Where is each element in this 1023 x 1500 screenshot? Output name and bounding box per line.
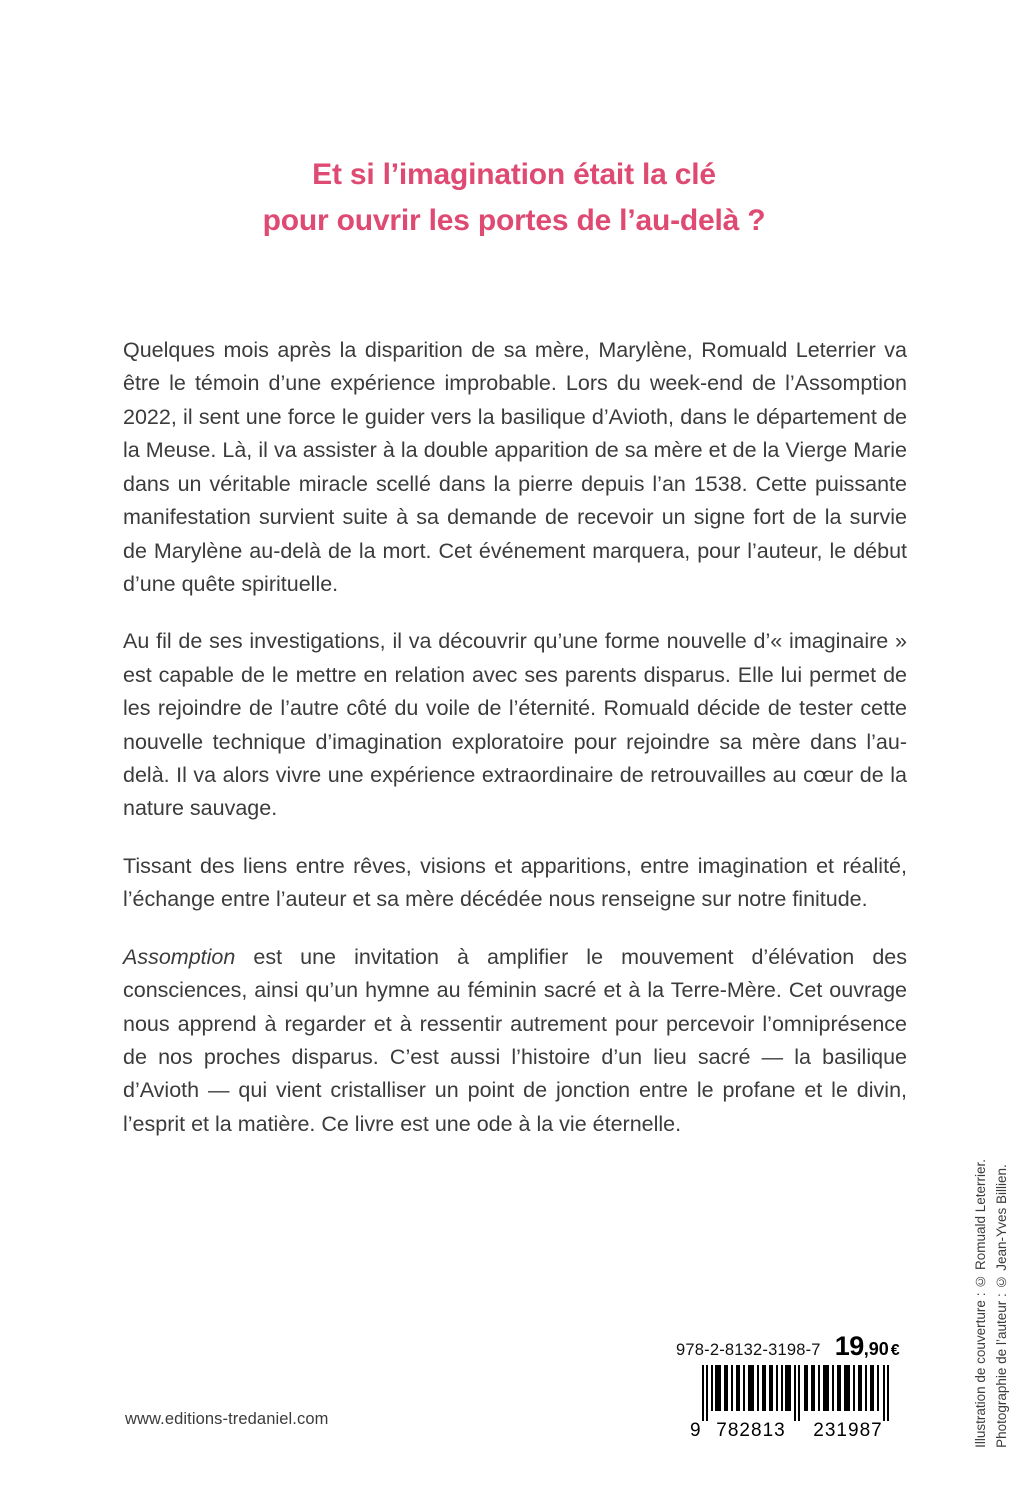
page-headline [123, 152, 905, 243]
barcode-human-readable-digits [688, 1420, 902, 1442]
publisher-website-link[interactable]: www.editions-tredaniel.com [125, 1410, 329, 1428]
blurb-paragraph-3: Tissant des liens entre rêves, visions et apparitions, entre imagination et réalité, l’échange entre l’auteur et sa mère décédée nous renseigne sur notre finitude. [123, 853, 907, 912]
barcode-left-group: 782813 [716, 1420, 786, 1441]
blurb-paragraph-1: Quelques mois après la disparition de sa mère, Marylène, Romuald Leterrier va être le témoin d’une expérience improbable. Lors du week-end de l’Assomption 2022, il sent une force le guider vers la basilique d’Avioth, dans le département de la Meuse. Là, il va assister à la double apparition de sa mère et de la Vierge Marie dans un véritable miracle scellé dans la pierre depuis l’an 1538. Cette puissante manifestation survient suite à sa demande de recevoir un signe fort de la survie de Marylène au-delà de la mort. Cet événement marquera, pour l’auteur, le début d’une quête spirituelle. [123, 338, 907, 596]
cover-credits [971, 1159, 1013, 1448]
back-cover-blurb [123, 334, 907, 1141]
isbn-price-row [676, 1331, 908, 1361]
blurb-paragraph-4 [123, 941, 907, 1142]
credit-illustration: Illustration de couverture : © Romuald Leterrier. [973, 1159, 989, 1448]
ean13-barcode [688, 1365, 902, 1442]
headline-line-1: Et si l’imagination était la clé [312, 158, 716, 191]
barcode-right-group: 231987 [813, 1420, 883, 1441]
credit-author-photo: Photographie de l’auteur : © Jean-Yves Billien. [994, 1164, 1010, 1448]
blurb-paragraph-4-rest: est une invitation à amplifier le mouvement d’élévation des consciences, ainsi qu’un hymne au féminin sacré et à la Terre-Mère. Cet ouvrage nous apprend à regarder et à ressentir autrement pour percevoir l’omniprésence de nos proches disparus. C’est aussi l’histoire d’un lieu sacré — la basilique d’Avioth — qui vient cristalliser un point de jonction entre le profane et le divin, l’esprit et la matière. Ce livre est une ode à la vie éternelle. [123, 944, 907, 1136]
blurb-paragraph-2: Au fil de ses investigations, il va découvrir qu’une forme nouvelle d’« imaginaire » est capable de le mettre en relation avec ses parents disparus. Elle lui permet de les rejoindre de l’autre côté du voile de l’éternité. Romuald décide de tester cette nouvelle technique d’imagination exploratoire pour rejoindre sa mère dans l’au-delà. Il va alors vivre une expérience extraordinaire de retrouvailles au cœur de la nature sauvage. [123, 629, 907, 821]
isbn-text: 978-2-8132-3198-7 [676, 1341, 821, 1359]
price-decimal: ,90 [863, 1339, 889, 1359]
headline-line-2: pour ouvrir les portes de l’au-delà ? [262, 203, 766, 237]
book-title-italic: Assomption [123, 944, 236, 969]
barcode-bars-graphic [688, 1365, 902, 1421]
price-currency-symbol: € [890, 1342, 900, 1359]
barcode-lead-digit: 9 [690, 1420, 702, 1441]
commerce-block [676, 1331, 908, 1442]
price-integer: 19 [834, 1331, 864, 1361]
price-tag [835, 1331, 900, 1362]
